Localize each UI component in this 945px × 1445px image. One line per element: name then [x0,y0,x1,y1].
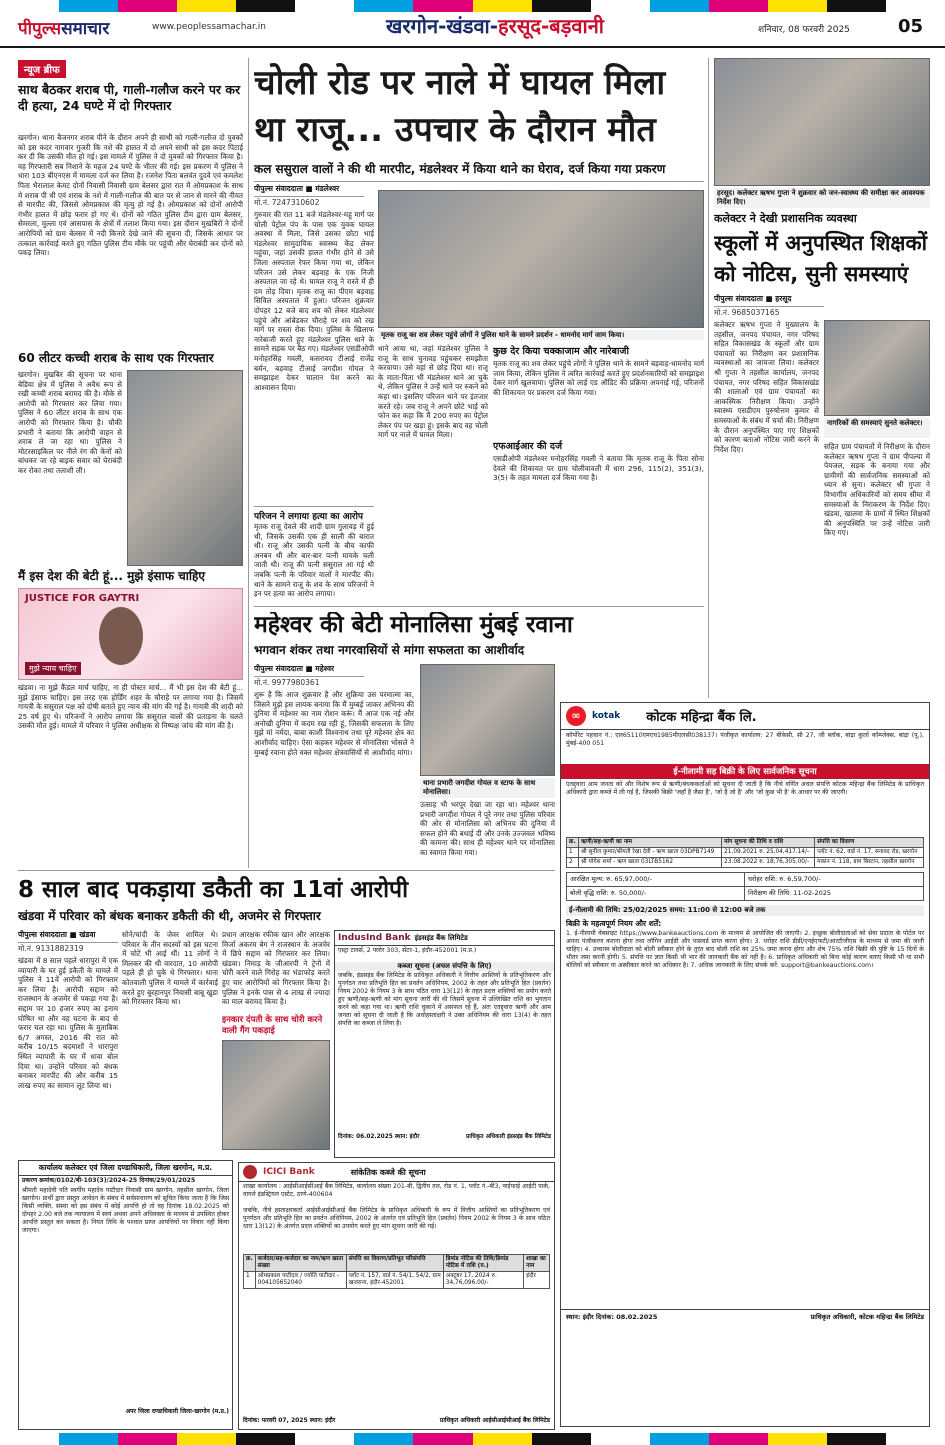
icici-text: जबकि, नीचे हस्ताक्षरकर्ता आईसीआईसीआई बैंक लिमिटेड के प्राधिकृत अधिकारी के रूप में वित्तीय आस्तियों का प्रतिभूतिकरण एवं पुनर्गठन और प्रतिभूति हित का प्रवर्तन अधिनियम, 2002 के अंतर्गत एवं प्रतिभूति हित (प्रवर्तन) नियम 2002 के नियम 3 के साथ पठित धारा 13(12) के अंतर्गत प्रदत्त शक्तियों का उपयोग करते हुए मांग सूचना जारी की गई। [243,1207,550,1230]
dacoity-subheadline: खंडवा में परिवार को बंधक बनाकर डकैती की थी, अजमेर से गिरफ्तार [18,909,321,923]
icici-date: दिनांक: फरवरी 07, 2025 स्थान: इंदौर [243,1417,336,1424]
indusind-text: जबकि, इंडसइंड बैंक लिमिटेड के प्राधिकृत अधिकारी ने वित्तीय आस्तियों के प्रतिभूतिकरण और पुनर्गठन तथा प्रतिभूति हित का प्रवर्तन अधिनियम, 2002 के तहत और प्रतिभूति हित (प्रवर्तन) नियम 2002 के नियम 3 के साथ पठित धारा 13(12) के तहत प्रदत्त शक्तियों का प्रयोग करते हुए ऋणी/सह-ऋणी को मांग सूचना जारी की थी जिसमें सूचना में उल्लिखित राशि का भुगतान करने को कहा गया था। ऋणी राशि चुकाने में असफल रहे हैं, अतः एतद्द्वारा ऋणी और आम जनता को सूचना दी जाती है कि अधोहस्ताक्षरी ने उक्त अधिनियम की धारा 13(4) के तहत संपत्ति का कब्जा ले लिया है। [338,972,551,1027]
lead-text-5: एसडीओपी मंडलेश्वर मनोहरसिंह गवली ने बताया कि मृतक राजू के पिता सोना देवले की शिकायत पर ग्राम चोलीवावली में धारा 296, 115(2), 351(3), 3(5) के तहत मामला दर्ज किया गया है। [493,454,704,483]
indusind-sign: प्राधिकृत अधिकारी इंडसइंड बैंक लिमिटेड [465,1134,551,1140]
maheshwar-mobile: मो.नं. 9977980361 [254,678,320,687]
indusind-date: दिनांक: 06.02.2025 स्थान: इंदौर [338,1134,420,1140]
kotak-logo-icon: ∞ [566,706,586,726]
dacoity-text-3: सोने/चांदी के जेवर शामिल थे। परिवार के तीन सदस्यों को इस घटना में चोटें भी आई थीं। 11 लोगों ने मिलकर की थी वारदात, 10 आरोपी पहले ही हो चुके थे गिरफ्तार। थाना कोतवाली पुलिस ने मामले में कार्रवाई करते हुए बुरहानपुर निवासी बाबू खुडा को गिरफ्तार किया था। [122,930,218,1007]
kotak-address: कॉर्पोरेट पहचान नं.: एल65110एमएच1985पीएलसी038137। पंजीकृत कार्यालय: 27 बीकेसी, सी 27, जी ब्लॉक, बांद्रा कुर्ला कॉम्प्लेक्स, बांद्रा (पू.), मुंबई-400 051 [566,732,924,747]
citizens-photo [824,320,930,416]
notice-sign: अपर जिला दण्डाधिकारी जिला-खरगोन (म.प्र.) [125,1408,229,1415]
notice-text: श्रीमती महादेवी पति स्वर्गीय महादेव पाटीदार निवासी ग्राम खरगोन, तहसील खरगोन, जिला खरगोन। प्रार्थी द्वारा प्रस्तुत आवेदन के संबंध में सर्वसाधारण को सूचित किया जाता है कि जिस किसी व्यक्ति, संस्था को इस संबंध में कोई आपत्ति हो तो वह दिनांक 18.02.2025 को दोपहर 2.00 बजे तक न्यायालय में स्वयं अथवा अपने अधिवक्ता के माध्यम से उपस्थित होकर आपत्ति प्रस्तुत कर सकता है। नियत तिथि के पश्चात प्राप्त आपत्तियों पर विचार नहीं किया जाएगा। [22,1187,229,1234]
maheshwar-headline: महेश्वर की बेटी मोनालिसा मुंबई रवाना [254,612,573,638]
kotak-terms: 1. ई-नीलामी वेबसाइट https://www.bankeauctions.com के माध्यम से आयोजित की जाएगी। 2. इच्छुक बोलीदाताओं को सेवा प्रदाता के पोर्टल पर अपना पंजीकरण कराना होगा तथा लॉगिन आईडी और पासवर्ड प्राप्त करना होगा। 3. धरोहर राशि डीडी/एनईएफटी/आरटीजीएस के माध्यम से जमा की जानी चाहिए। 4. उच्चतम बोलीदाता को बोली स्वीकार होने के तुरंत बाद बोली राशि का 25% जमा करना होगा और शेष 75% राशि बिक्री की पुष्टि के 15 दिनों के भीतर जमा करनी होगी। 5. संपत्ति पर ज्ञात किसी भी भार की जानकारी बैंक को नहीं है। 6. प्राधिकृत अधिकारी को बिना कोई कारण बताए किसी भी या सभी बोलियों को स्वीकार या अस्वीकार करने का अधिकार है। 7. अधिक जानकारी के लिए संपर्क करें: support@bankeauctions.com। [566,930,924,969]
kicker-fir: एफआईआर की दर्ज [493,441,563,452]
lead-text-2: मृतक राजू देवले की शादी ग्राम गुलावड़ में हुई थी, जिसके उसकी एक ही साली की बारात थी। राजू और उसकी पत्नी के बीच काफी अनबन थी और बार-बार पत्नी मायके चली जाती थी। राजू की पत्नी ससुराल आ गई थी जबकि पत्नी के परिवार वालों ने मारपीट की। थाने के सामने राजू के शव के साथ परिजनों ने इन पर हत्या का आरोप लगाया। [254,522,374,599]
kicker-chakkajam: कुछ देर किया चक्काजाम और नारेबाजी [493,346,629,357]
color-registration-bar [0,0,945,12]
table-row: 1 ओमप्रकाश पाटीदार / ज्योति पाटीदार - 004105652040 प्लॉट नं. 157, वार्ड नं. 54/1, 54/2, ग्राम खजराना, इंदौर-452001 अक्टूबर 17, 2024 रु. 34,76,096.00/- इंदौर [244,1272,550,1289]
protest-photo-caption: मृतक राजू का शव लेकर पहुंचे लोगों ने पुलिस थाने के सामने प्रदर्शन - धामनोद मार्ग जाम किया। [378,330,704,340]
icici-table: क्र. कर्जदार/सह-कर्जदार का नाम/ऋण खाता संख्या संपत्ति का विवरण/प्रतिभूत परिसंपत्ति डिमांड नोटिस की तिथि/डिमांड नोटिस में राशि (रु.) शाखा का नाम 1 ओमप्रकाश पाटीदार / ज्योति पाटीदार - 004105652040 प्लॉट नं. 157, वार्ड नं. 54/1, 54/2, ग्राम खजराना, इंदौर-452001 अक्टूबर 17, 2024 रु. 34,76,096.00/- इंदौर [243,1254,550,1289]
lead-text-1: गुरुवार की रात 11 बजे मंडलेश्वर-महू मार्ग पर चोली पेट्रोल पंप के पास एक युवक घायल अवस्था में मिला, जिसे उसका छोटा भाई मंडलेश्वर सामुदायिक स्वास्थ्य केंद्र लेकर पहुंचा, जहां उसकी हालत गंभीर होने से उसे जिला अस्पताल रेफर किया गया था, लेकिन परिजन उसे लेकर बड़वाह के एक निजी अस्पताल जा रहे थे। घायल राजू ने रास्ते में ही दम तोड़ दिया। मृतक राजू का पीएम बड़वाह सिविल अस्पताल में हुआ। परिजन शुक्रवार दोपहर 12 बजे बाद शव को लेकर मंडलेश्वर पहुंचे और आंबेडकर चौराहे पर शव को रख मार्ग पर रास्ता रोक दिया। पुलिस के खिलाफ नारेबाजी करते हुए मंडलेश्वर पुलिस थाने के सामने सड़क पर बैठ गए। मंडलेश्वर एसडीओपी मनोहरसिंह गवली, कसरावद टीआई राजेंद्र बर्मन, बड़वाह टीआई जगदीश गोयल ने समझाइश देकर चालान पेश करने का आश्वासन दिया। [254,210,374,392]
poster-subtitle: मुझे न्याय चाहिए [25,662,81,675]
dacoity-headline: 8 साल बाद पकड़ाया डकैती का 11वां आरोपी [18,877,409,903]
table-row: 2 श्री योगेश शर्मा - ऋण खाता 03LTB5162 23.08.2022 रु. 18,76,305.00/- मकान नं. 118, ग्राम बिस्टान, तहसील खरगोन [567,858,924,868]
portrait-image [99,607,143,665]
collector-kicker: कलेक्टर ने देखी प्रशासनिक व्यवस्था [714,212,857,225]
lead-text-4: मृतक राजू का शव लेकर पहुंचे लोगों ने पुलिस थाने के सामने बड़वाह-धामनोद मार्ग जाम किया, लेकिन पुलिस ने त्वरित कार्रवाई करते हुए प्रदर्शनकारियों को समझाइश देकर मार्ग खुलवाया। पुलिस को लाई एड ऑडिट की प्रक्रिया अपनाई गई, परिजनों की शिकायत पर प्रकरण दर्ज किया गया। [493,359,704,397]
page-number: 05 [898,16,924,37]
collector-text-1: कलेक्टर ऋषभ गुप्ता ने मुख्यालय के तहसील, जनपद पंचायत, नगर परिषद सहित विकासखंड के स्कूलों और ग्राम पंचायतों का निरीक्षण कर प्रशासनिक व्यवस्थाओं का जायजा लिया। कलेक्टर श्री गुप्ता ने तहसील कार्यालय, जनपद पंचायत, नगर परिषद सहित विकासखंड की शालाओं एवं ग्राम पंचायतों का आकस्मिक निरीक्षण किया। उन्होंने स्वास्थ्य एसडीएम पुरुषोत्तम कुमार से समस्याओं के संबंध में चर्चा की। निरीक्षण के दौरान अनुपस्थित पाए गए शिक्षकों को कारण बताओ नोटिस जारी करने के निर्देश दिए। [714,320,819,454]
indusind-brand: IndusInd Bank [338,933,411,943]
monalisa-photo-caption: थाना प्रभारी जगदीश गोयल व स्टाफ के साथ मोनालिसा। [420,778,555,798]
brief-headline-3: मैं इस देश की बेटी हूं... मुझे इंसाफ चाहिए [18,569,205,583]
accused-photo [222,1040,330,1150]
issue-date: शनिवार, 08 फरवरी 2025 [758,25,850,35]
dacoity-byline: पीपुल्स संवाददाता ■ खंडवा [18,930,118,943]
icici-sign: प्राधिकृत अधिकारी आईसीआईसीआई बैंक लिमिटेड [439,1417,550,1424]
kotak-date: स्थान: इंदौर दिनांक: 08.02.2025 [566,1313,658,1321]
kotak-intro: एतद्द्वारा आम जनता को और विशेष रूप से ऋणी/बंधककर्ताओं को सूचना दी जाती है कि नीचे वर्णित अचल संपत्ति कोटक महिन्द्रा बैंक लिमिटेड के प्राधिकृत अधिकारी द्वारा कब्जे में ली गई है, जिसकी बिक्री 'जहाँ है जैसा है', 'जो है जो है' और 'जो कुछ भी है' के आधार पर की जाएगी। [566,781,924,796]
kotak-brand: kotak [592,711,621,721]
icici-possession-ad [238,1162,555,1430]
citizens-photo-caption: नागरिकों की समस्याएं सुनते कलेक्टर। [824,418,930,438]
collector-byline: पीपुल्स संवाददाता ■ हरसूद [714,294,824,307]
brief-text-3: खंडवा। ना मुझे कैंडल मार्च चाहिए, ना ही पोस्टर मार्च... मैं भी इस देश की बेटी हूं... मुझे इंसाफ चाहिए। इस तरह एक होर्डिंग शहर के चौराहे पर लगाया गया है। जिसमें गायत्री के ससुराल पक्ष को दोषी बताते हुए न्याय की मांग की गई है। गायत्री की शादी को 25 वर्ष हुए थे। परिजनों ने आरोप लगाया कि ससुराल वालों की प्रताड़ना के चलते उसकी मौत हुई। मामले में परिवार ने पुलिस अधीक्षक से निष्पक्ष जांच की मांग की है। [18,683,243,731]
kotak-sign: प्राधिकृत अधिकारी, कोटक महिन्द्रा बैंक लिमिटेड [810,1313,924,1321]
icici-address: शाखा कार्यालय : आईसीआईसीआई बैंक लिमिटेड, कार्यालय संख्या 201-बी, द्वितीय तल, रोड नं. 1, प्लॉट नं.-बी3, वाईफाई आईटी पार्क, वागले इंडस्ट्रियल एस्टेट, ठाणे-400604 [243,1183,550,1198]
lead-text-3: थाने आया था, जहां मंडलेश्वर पुलिस ने राजू के साथ चुनावड़ पहुंचकर समझौता करवाया। उसे वहां से छोड़ दिया था। राजू के माता-पिता भी मंडलेश्वर थाने आ चुके थे, लेकिन पुलिस ने उन्हें थाने पर रुकने को कहा था। इसलिए परिजन थाने पर इंतजार करते रहे। जब राजू ने अपने छोटे भाई को फोन कर कहा कि मैं 200 रुपए का पेट्रोल लेकर पंप पर खड़ा हूं। इसके बाद वह चोली मार्ग पर नाले में घायल मिला। [378,344,488,440]
kotak-auction-band: ई-नीलामी सह बिक्री के लिए सार्वजनिक सूचना [561,764,929,779]
dacoity-kicker: इनकार दंपती के साथ चोरी करने वाली गैंग पकड़ाई [222,1015,323,1036]
collector-photo [714,58,930,186]
brief-text-2: खरगोन। मुखबिर की सूचना पर थाना बेडिया क्षेत्र में पुलिस ने अवैध रूप से रखी कच्ची शराब बरामद की है। मौके से आरोपी को गिरफ्तार कर लिया गया। पुलिस ने 60 लीटर शराब के साथ एक आरोपी को गिरफ्तार किया है। चौकी प्रभारी ने बताया कि आरोपी वाहन से शराब ले जा रहा था। पुलिस ने मोटरसाइकिल पर नीले रंग की केनों को बांधकर जा रहे बाइक सवार को घेराबंदी कर रोका तथा तलाशी ली। [18,370,122,475]
lead-right-block [493,344,704,540]
kicker-murder-allegation: परिजन ने लगाया हत्या का आरोप [254,506,374,522]
news-brief-column [18,58,243,868]
collector-photo-caption: हरसूद। कलेक्टर ऋषभ गुप्ता ने शुक्रवार को जन-स्वास्थ्य की समीक्षा कर आवश्यक निर्देश दिए। [714,188,930,208]
police-photo [127,370,243,566]
maheshwar-subheadline: भगवान शंकर तथा नगरवासियों से मांगा सफलता का आशीर्वाद [254,643,525,657]
lead-subheadline: कल ससुराल वालों ने की थी मारपीट, मंडलेश्वर में किया थाने का घेराव, दर्ज किया गया प्रकरण [254,162,666,176]
poster-title: JUSTICE FOR GAYTRI [25,593,140,604]
collector-headline: स्कूलों में अनुपस्थित शिक्षकों को नोटिस, सुनी समस्याएं [714,231,928,286]
brief-headline-1: साथ बैठकर शराब पी, गाली-गलौज करने पर कर दी हत्या, 24 घण्टे में दो गिरफ्तार [18,82,241,113]
news-brief-tag: न्यूज ब्रीफ [18,60,66,78]
maheshwar-byline: पीपुल्स संवाददाता ■ महेश्वर [254,664,364,677]
lead-mobile: मो.नं. 7247310602 [254,198,320,207]
monalisa-photo [420,664,555,776]
auction-date: ई-नीलामी की तिथि: 25/02/2025 समय: 11:00 से 12:00 बजे तक [566,905,924,916]
icici-logo-icon [243,1165,257,1179]
indusind-title: कब्जा सूचना (अचल संपत्ति के लिए) [335,962,554,971]
bid-increment: बोली वृद्धि राशि: रु. 50,000/- [567,887,745,900]
website-url: www.peoplessamachar.in [152,22,266,32]
collector-mobile: मो.नं. 9685037165 [714,308,780,317]
lead-headline: चोली रोड पर नाले में घायल मिला था राजू... उपचार के दौरान मौत [254,63,666,150]
indusind-company: इंडसइंड बैंक लिमिटेड [414,933,468,942]
maheshwar-text-1: शुरू है कि आज शुक्रवार है और शुक्रिया उस परमात्मा का, जिसने मुझे इस लायक बनाया कि मैं मुम्बई जाकर अभिनय की दुनिया में महेश्वर का नाम रोशन करूं। मैं आज एक नई और अनोखी दुनिया में कदम रख रही हूं, जिसकी सफलता के लिए मुझे मां नर्मदा, बाबा काशी विश्वनाथ तथा पूरे महेश्वर क्षेत्र का आशीर्वाद चाहिए। ऐसा कहकर महेश्वर से मोनालिसा भोसले ने मुम्बई रवाना होते वक्त महेश्वर क्षेत्रवासियों से आशीर्वाद मांगा। [254,690,414,757]
collector-text-2: सहित ग्राम पंचायतों में निरीक्षण के दौरान कलेक्टर ऋषभ गुप्ता ने ग्राम पीपल्या में पेयजल, सड़क के बनाया गया और ग्रामीणों की सार्वजनिक समस्याओं को ध्यान से सुना। कलेक्टर श्री गुप्ता ने विभागीय अधिकारियों को समय सीमा में समस्याओं के निराकरण के निर्देश दिए। खंडवा, खालवा के ग्रामों में स्थित शिक्षकों की अनुपस्थिति पर उन्हें नोटिस जारी किए गए। [824,442,930,538]
icici-title: सांकेतिक कब्जे की सूचना [350,1167,426,1177]
color-registration-bar-bottom [0,1433,945,1445]
icici-brand: ICICI Bank [263,1167,315,1177]
edition-title: खरगोन-खंडवा-हरसूद-बड़वानी [386,14,604,38]
emd-amount: धरोहर राशि: रु. 6,59,700/- [745,873,923,887]
notice-title: कार्यालय कलेक्टर एवं जिला दण्डाधिकारी, जिला खरगोन, म.प्र. [19,1161,232,1176]
dacoity-text-2: प्रधान आरक्षक रफीक खान और आरक्षक मिर्जा अकरम बेग ने राजस्थान के अजमेर में छिपे सद्दाम को गिरफ्तार कर लिया। खंडवा। निमाड़ के जीआरपी ने ट्रेनों में चोरी करने वाले गिरोह का भंडाफोड़ करते हुए चार आरोपियों को गिरफ्तार किया है। पुलिस ने इनके पास से 4 लाख से ज्यादा का माल बरामद किया है। [222,930,330,1007]
kotak-property-table: क्र. ऋणी/सह-ऋणी का नाम मांग सूचना की तिथि व राशि संपत्ति का विवरण 1 श्री सुनील कुमार/श्रीमती रेखा देवी - ऋण खाता 03DPB7149 21.09.2021 रु. 25,04,417.14/- प्लॉट नं. 62, वार्ड नं. 17, सनावद रोड, खरगोन 2 श्री योगेश शर्मा - ऋण खाता 03LTB5162 23.08.2022 रु. 18,76,305.00/- मकान नं. 118, ग्राम बिस्टान, तहसील खरगोन [566,837,924,868]
justice-poster [18,588,243,680]
dacoity-text-1: खंडवा में 8 साल पहले धारापुरा में एक व्यापारी के घर हुई डकैती के मामले में पुलिस ने 11वें आरोपी को गिरफ्तार कर लिया है। आरोपी सद्दाम को राजस्थान के अजमेर से पकड़ा गया है। सद्दाम पर 10 हजार रुपए का इनाम घोषित था और वह घटना के बाद से फरार चल रहा था। पुलिस के मुताबिक 6/7 अगस्त, 2016 की रात को करीब 10/15 बदमाशों ने धारापुरा स्थित व्यापारी के घर में धावा बोल दिया था। उन्होंने परिवार को बंधक बनाकर मारपीट की और करीब 15 लाख रुपए का सामान लूट लिया था। [18,956,118,1090]
table-row: 1 श्री सुनील कुमार/श्रीमती रेखा देवी - ऋण खाता 03DPB7149 21.09.2021 रु. 25,04,417.14/- प्लॉट नं. 62, वार्ड नं. 17, सनावद रोड, खरगोन [567,848,924,858]
kotak-terms-heading: बिक्री के महत्वपूर्ण नियम और शर्तें: [566,919,662,928]
collector-legal-notice [18,1160,233,1430]
kotak-auction-ad [560,702,930,1427]
protest-photo [378,190,704,328]
newspaper-logo: पीपुल्ससमाचार [18,19,110,39]
indusind-address: एस्ट्रा टावर्स, 2 फ्लोर 303, सेंटर-1, इंदौर-452001 (म.प्र.) [338,947,477,954]
brief-text-1: खरगोन। थाना बैजनगर शराब पीने के दौरान अपने ही साथी को गाली-गलौज दो युवकों को इस कदर नागवार गुजरी कि नशे की हालत में दो अपने साथी को इस कदर पिटाई कर दी कि उसकी मौत हो गई। इस मामले में पुलिस ने दो युवकों को गिरफ्तार किया है। वह गिरफ्तारी सब निशाने के महज 24 घण्टे के भीतर की गई। इस प्रकरण में पुलिस ने धारा 103 बीएनएस में मामला दर्ज कर लिया है। रजनेश पिता बलवंत दुदवे एवं कमलेश पिता भैरालाल केमट दोनों निवासी निवासी ग्राम बेलसर द्वारा रात में ओमप्रकाश के साथ मे शराब पी थी एवं शराब के नशे में गाली-गलौज की बात पर से जान से मारने की नीयत से मारपीट की, जिससे ओमप्रकाश की मृत्यु हो गई है। ओमप्रकाश को दोनों आरोपी गंभीर हालत में छोड़ फरार हो गए थे। दोनों को गठित पुलिस टीम द्वारा ग्राम बेलसर, सेमरला, मुल्ला एवं आसपास के क्षेत्रों में तलाश किया गया। इस दौरान मुखबिरों ने दोनों आरोपियों को ग्राम बेलसर में नदी किनारे देखे जाने की सूचना दी, जिसके आधार पर तत्काल कार्रवाई करते हुए गठित पुलिस टीम मौके पर पहुंची और घेराबंदी कर दोनों को पकड़ लिया। [18,133,243,258]
brief-headline-2: 60 लीटर कच्ची शराब के साथ एक गिरफ्तार [18,351,214,365]
notice-reference: प्रकरण क्रमांक/0102/बी-103(3)/2024-25 दिनांक/29/01/2025 [22,1177,196,1184]
maheshwar-text-2: उत्साह भी भरपूर देखा जा रहा था। महेश्वर थाना प्रभारी जगदीश गोयल ने पूरे नगर तथा पुलिस परिवार की ओर से मोनालिसा को अभिनय की दुनिया में सफल होने की बधाई दी और उनके उज्जवल भविष्य की कामना की। साथ ही महेश्वर थाने पर मोनालिसा का स्वागत किया गया। [420,800,555,857]
dacoity-right-block [222,930,330,1154]
kotak-title: कोटक महिन्द्रा बैंक लि. [646,710,757,725]
lead-byline: पीपुल्स संवाददाता ■ मंडलेश्वर [254,184,364,197]
reserve-price: आरक्षित मूल्य: रु. 65,97,000/- [567,873,745,887]
indusind-possession-ad [334,930,555,1158]
dacoity-mobile: मो.नं. 9131882319 [18,944,84,953]
inspection-date: निरीक्षण की तिथि: 11-02-2025 [748,889,832,897]
